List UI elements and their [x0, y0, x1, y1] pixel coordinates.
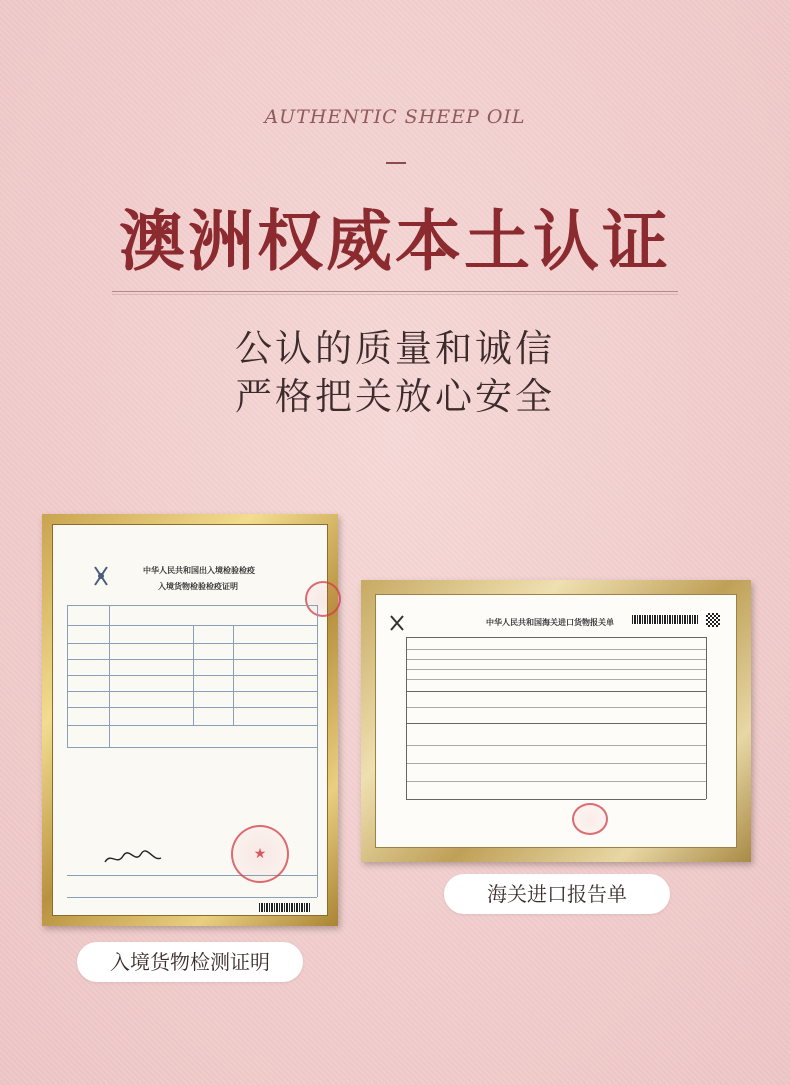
document-barcode [259, 903, 311, 912]
slogan-line-1: 公认的质量和诚信 [235, 327, 555, 370]
page-title: 澳洲权威本土认证 [119, 202, 671, 280]
customs-declaration-frame [361, 580, 751, 862]
inspection-certificate-caption: 入境货物检测证明 [77, 942, 303, 982]
customs-emblem-icon [390, 615, 404, 631]
title-dash-divider [386, 162, 406, 164]
slogan-line-2: 严格把关放心安全 [235, 375, 555, 418]
inspection-certificate-frame [42, 514, 338, 926]
handwritten-signature [103, 850, 163, 868]
qr-code-icon [706, 613, 720, 627]
inspection-emblem-icon [93, 565, 109, 587]
inspection-subheading: 入境货物检验检疫证明 [158, 582, 238, 591]
customs-stamp [572, 803, 608, 835]
title-rule-divider [112, 291, 678, 292]
customs-heading: 中华人民共和国海关进口货物报关单 [486, 618, 614, 627]
inspection-certificate-document [52, 524, 328, 916]
inspection-heading: 中华人民共和国出入境检验检疫 [143, 566, 255, 575]
customs-barcode [632, 615, 698, 624]
customs-declaration-document [375, 594, 737, 848]
official-stamp-top [305, 581, 341, 617]
english-subtitle: AUTHENTIC SHEEP OIL [264, 106, 526, 128]
official-stamp-bottom: ★ [231, 825, 289, 883]
customs-declaration-caption: 海关进口报告单 [444, 874, 670, 914]
